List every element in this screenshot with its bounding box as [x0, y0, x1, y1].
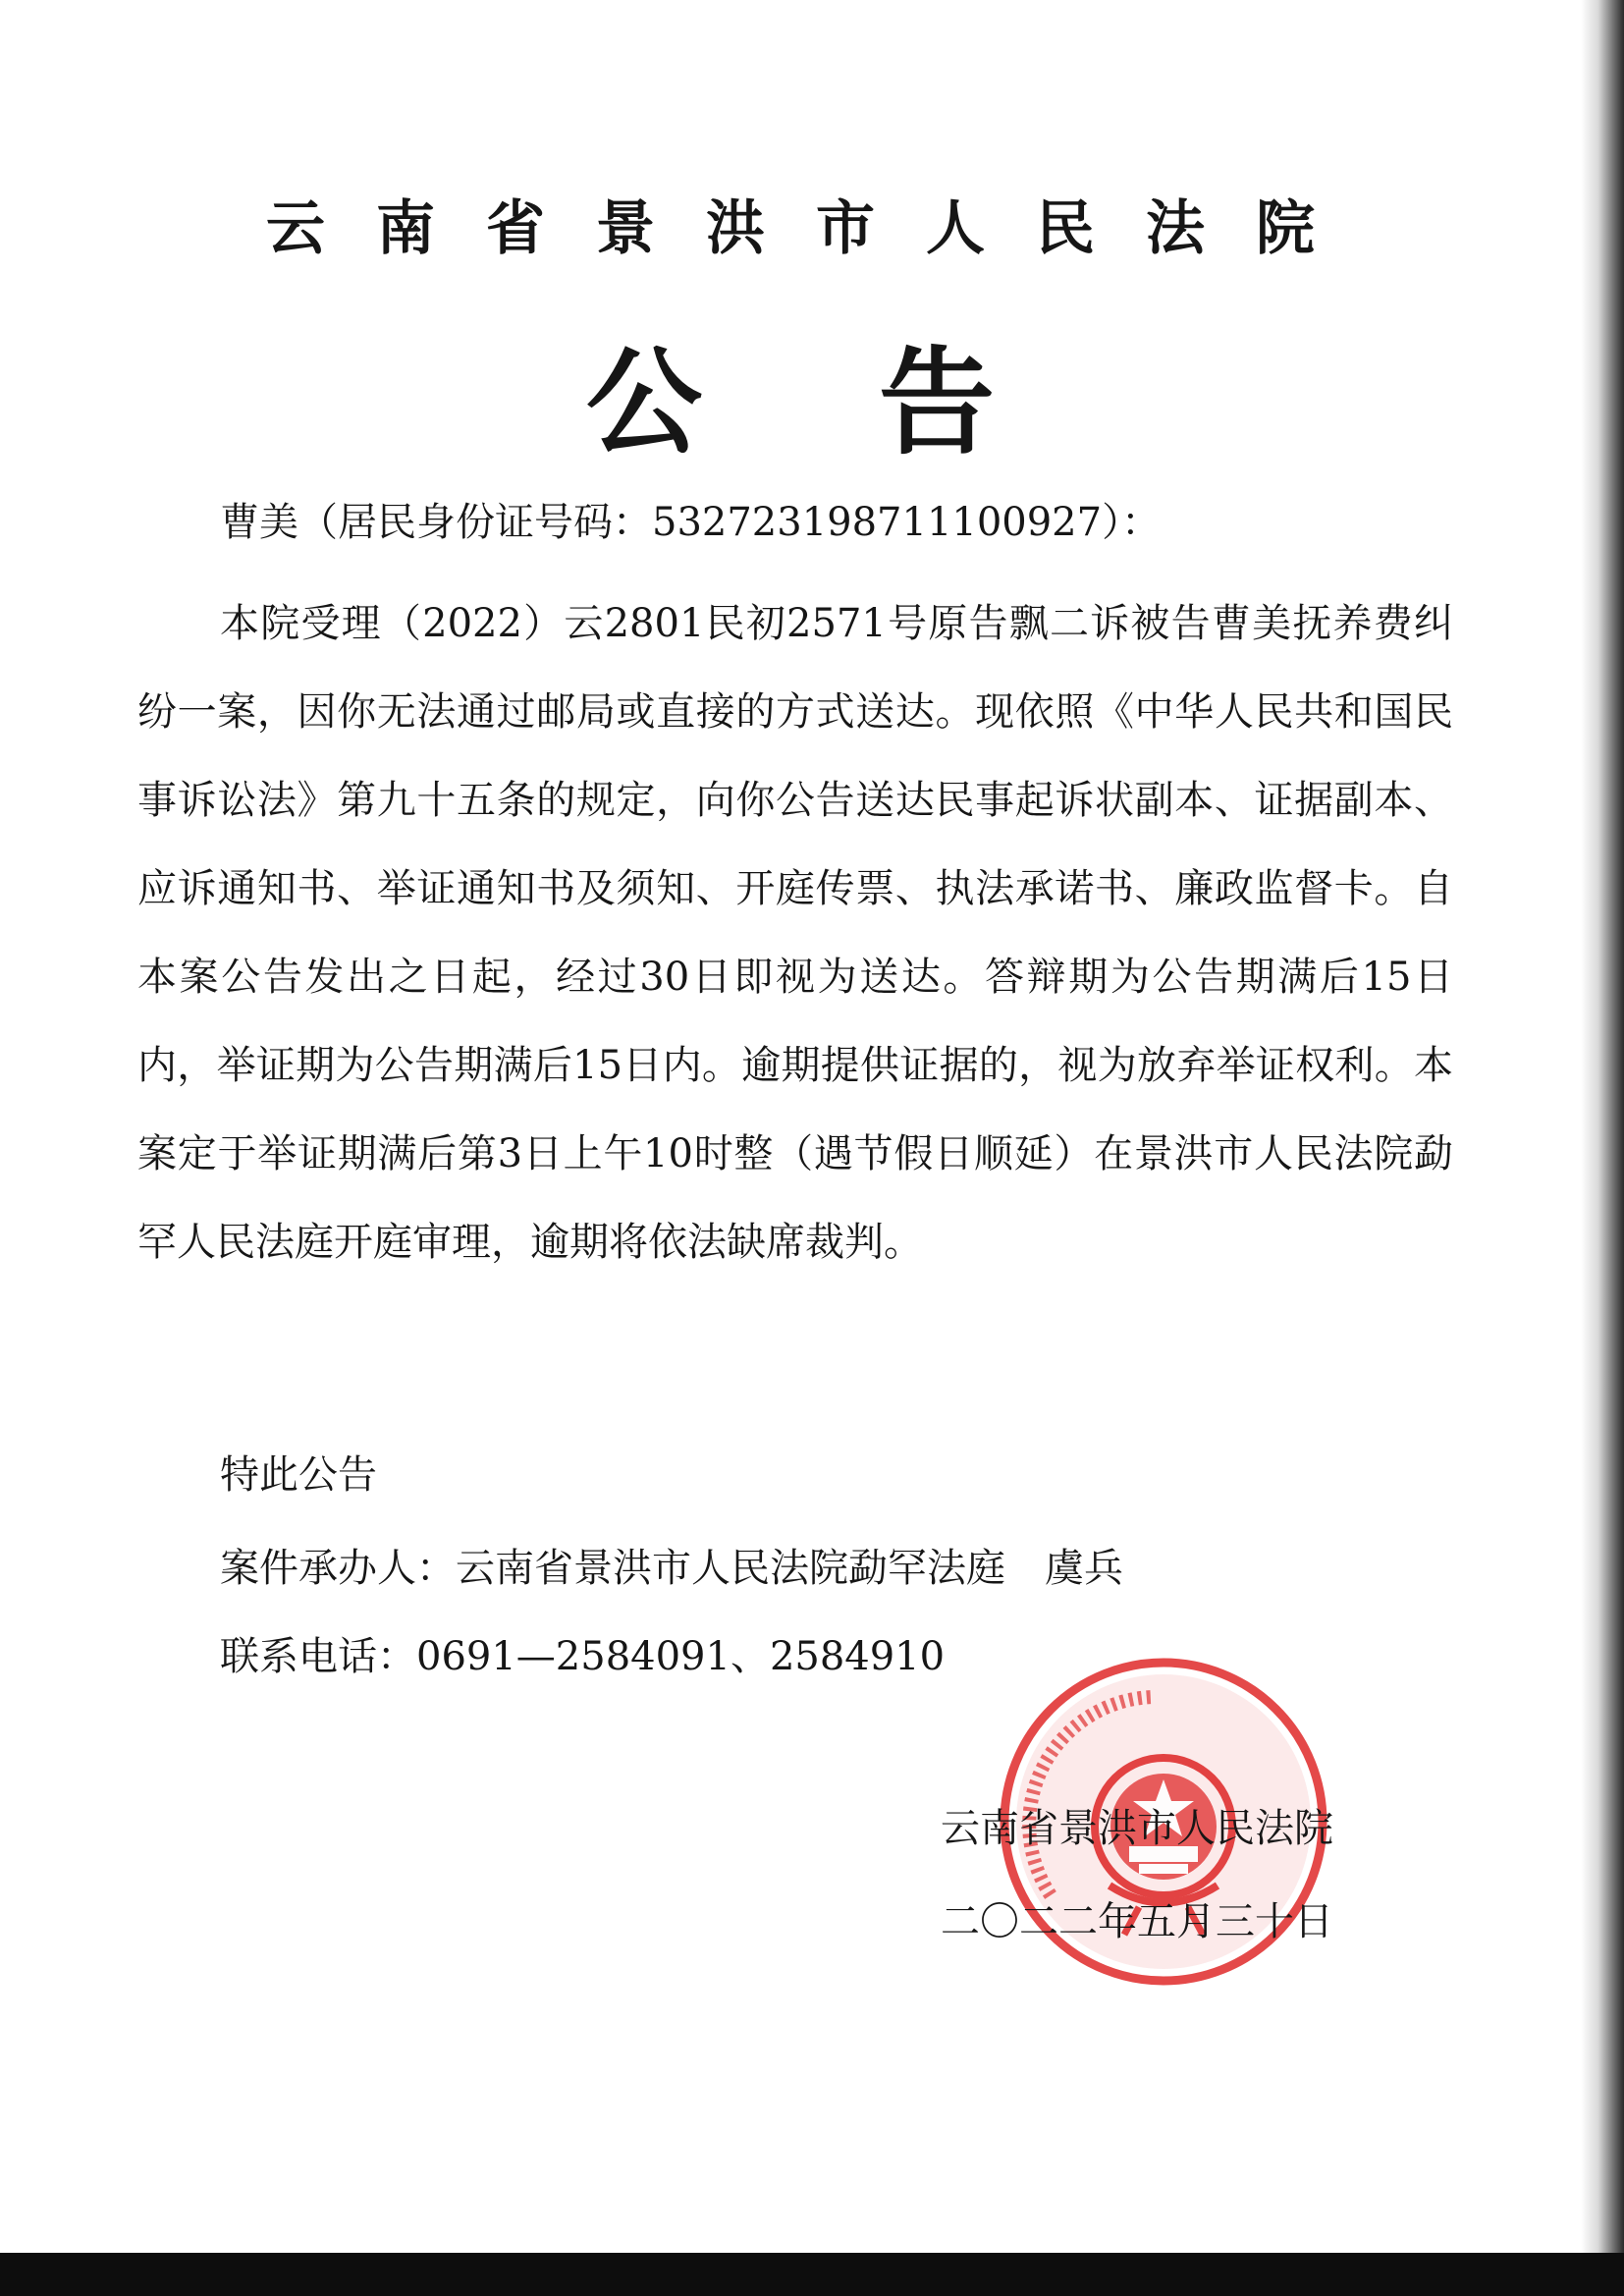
contact-phone-line — [220, 1625, 945, 1681]
court-name-heading: 云南省景洪市人民法院 — [266, 194, 1366, 263]
issue-date: 二〇二二年五月三十日 — [941, 1899, 1333, 1944]
notice-body: 本院受理（2022）云2801民初2571号原告飘二诉被告曹美抚养费纠纷一案，因你无法通过邮局或直接的方式送达。现依照《中华人民共和国民事诉讼法》第九十五条的规定，向你公告送达民事起诉状副本、证据副本、应诉通知书、举证通知书及须知、开庭传票、执法承诺书、廉政监督卡。自本案公告发出之日起，经过30日即视为送达。答辩期为公告期满后15日内，举证期为公告期满后15日内。逾期提供证据的，视为放弃举证权利。本案定于举证期满后第3日上午10时整（遇节假日顺延）在景洪市人民法院勐罕人民法庭开庭审理，逾期将依法缺席裁判。 — [137, 601, 1453, 1265]
scan-edge-right — [1581, 0, 1624, 2296]
handler-label: 案件承办人： — [220, 1546, 456, 1591]
closing-line: 特此公告 — [220, 1452, 377, 1498]
phone-numbers: 0691—2584091、2584910 — [416, 1634, 946, 1679]
handler-unit: 云南省景洪市人民法院勐罕法庭 — [456, 1546, 1005, 1591]
scan-edge-bottom — [0, 2253, 1624, 2296]
handler-name: 虞兵 — [1045, 1546, 1123, 1591]
recipient-line: 曹美（居民身份证号码：532723198711100927）： — [220, 500, 1162, 545]
issuer-name: 云南省景洪市人民法院 — [941, 1806, 1333, 1851]
case-handler-line — [220, 1537, 1123, 1593]
phone-label: 联系电话： — [220, 1634, 416, 1679]
notice-title: 公告 — [585, 335, 1171, 470]
